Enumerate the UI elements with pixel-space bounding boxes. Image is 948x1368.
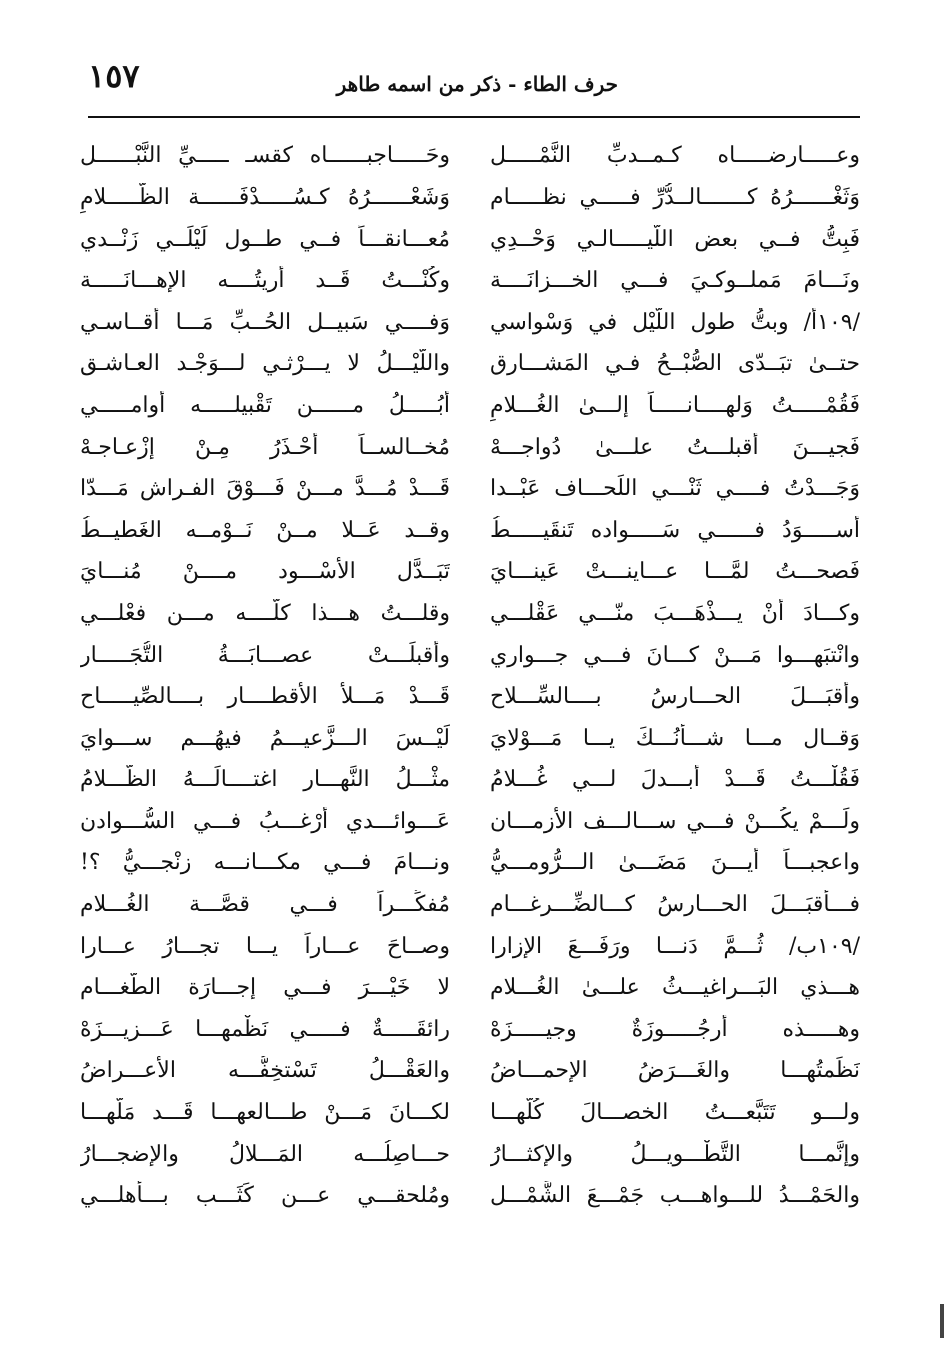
header-rule	[88, 116, 860, 118]
second-hemistich: رائقَـــــةٌ فـــــي نَظْمهـــا عَـــزيـــزَهْ	[80, 1016, 450, 1042]
second-hemistich: واللَّيْـــلُ لا يـــرْثـي لـــوَجْـد العـاشـق	[80, 351, 450, 377]
verse-line	[80, 261, 860, 303]
verse-line	[80, 552, 860, 594]
first-hemistich: ونَـــامَ مَملــوكـيَ فـــي الخـــزانَــــة	[490, 268, 860, 294]
second-hemistich: والعَقْـــلُ تَسْتخِفُّـــه الأعـــراضُ	[80, 1058, 450, 1084]
verse-line	[80, 136, 860, 178]
first-hemistich: هـــذي البَـــراغيـــثُ علـــىٰ الغُـــلام	[490, 975, 860, 1001]
verse-line	[80, 469, 860, 511]
verse-line	[80, 344, 860, 386]
edge-mark	[940, 1304, 944, 1338]
second-hemistich: ونـــامَ فـــي مكـــانـــه زنْجـــيُّ ؟!	[80, 850, 450, 876]
second-hemistich: أبُـــــلُ مــــــن تَقْبيلـــــه أوامـــــي	[80, 392, 450, 418]
second-hemistich: ومُلحقـــي عـــن كَثَـــب بـــأهلـــي	[80, 1183, 450, 1209]
first-hemistich: وأقبَـــلَ الحـــارسُ بــــالسِّـــلاح	[490, 684, 860, 710]
verse-line	[80, 386, 860, 428]
first-hemistich: /١٠٩أ/ وبتُّ طول اللَّيْل في وَسْواسي	[490, 309, 860, 335]
second-hemistich: وحَـــــاجبــــــاه كقسـ ـــــيِّ النَّبْــــــل	[80, 143, 450, 169]
second-hemistich: وَفــــي سَبيــل الحُــبِّ مَـــا أُقــاسـي	[80, 309, 450, 335]
second-hemistich: قَـــدْ مُـــدَّ مـــنْ فَـــوْقَ الفـراش مَـــدّا	[80, 476, 450, 502]
first-hemistich: حتــىٰ تبَــدّى الصُّبْــحُ فـي المَشـــارق	[490, 351, 860, 377]
verse-line	[80, 885, 860, 927]
second-hemistich: مُخــالســاً أحْـذَرُ مِـنْ إزْعـاجـهْ	[80, 434, 450, 460]
verse-line	[80, 510, 860, 552]
first-hemistich: وعـــــارضـــــاه كـمــدبِّ النَّمْـــــل	[490, 143, 860, 169]
second-hemistich: قَـــدْ مَـــلأ الأقطــــار بــــالصِّيـــــاح	[80, 684, 450, 710]
verse-line	[80, 926, 860, 968]
verse-line	[80, 1176, 860, 1218]
second-hemistich: عَـــوائـــدي أرْغـــبُ فـــي السُّـــوادن	[80, 808, 450, 834]
first-hemistich: والحَمْـــدُ للـــواهـــب جَمْـــعَ الشَّمْـــل	[490, 1183, 860, 1209]
first-hemistich: أســـــوَدُ فــــــي سَـــــواده تَنقَيـــــطُ	[490, 517, 860, 543]
verse-line	[80, 718, 860, 760]
first-hemistich: فَجيـــنَ أقبلـــتُ علـــىٰ دُواجـــهْ	[490, 434, 860, 460]
verse-line	[80, 677, 860, 719]
verse-line	[80, 843, 860, 885]
second-hemistich: وصــاحَ عـــاراً يـــا تجـــارُ عـــارا	[80, 933, 450, 959]
first-hemistich: فَصحـــتُ لمَّـــا عـــاينـــتْ عَينـــايَ	[490, 559, 860, 585]
second-hemistich: وَشَعْــــــرُهُ كـسُـــــدْفَــــــة الظَّـــــلامِ	[80, 184, 450, 210]
second-hemistich: مثْـــلُ النَّهـــار اغتــــالَـــهُ الظَّـــلامُ	[80, 767, 450, 793]
verse-line	[80, 802, 860, 844]
second-hemistich: وكُنْـــتُ قَــد أريتُــــه الإهـــانَـــــة	[80, 268, 450, 294]
page-number: ١٥٧	[88, 57, 140, 95]
first-hemistich: نَظَمتُهـــا والغَـــرَضُ الإحمـــاضُ	[490, 1058, 860, 1084]
first-hemistich: وَثَغْــــــرُهُ كـــــــالــدُّرِّ فـــــي نظـــــام	[490, 184, 860, 210]
second-hemistich: لكـــانَ مَـــنْ طـــالعهـــا قَـــد مَلَّهـــا	[80, 1100, 450, 1126]
first-hemistich: فَقُمْـــــتُ وَلهــــانـــــاً إلـــىٰ الغُـــلامِ	[490, 392, 860, 418]
verse-line	[80, 1093, 860, 1135]
verse-line	[80, 1134, 860, 1176]
first-hemistich: فَقُلْـــتُ قَـــدْ أُبـــدلَ لـــي غُـــلامُ	[490, 767, 860, 793]
second-hemistich: مُعـــانقـــاً فــي طــول لَيْلَــي زَنْــدي	[80, 226, 450, 252]
first-hemistich: فَبِتُّ فــي بعض اللَّيـــــالـي وَحْــدِي	[490, 226, 860, 252]
second-hemistich: وقلـــتُ هـــذا كلُّــــه مـــن فعْلـــي	[80, 600, 450, 626]
verse-line	[80, 1009, 860, 1051]
first-hemistich: وإنَّمـــا التَّطْـــويـــلُ والإكثـــارُ	[490, 1141, 860, 1167]
first-hemistich: ولـــو تَتَبَّعـــتُ الخصـــالَ كُلَّهـــا	[490, 1100, 860, 1126]
running-head: حرف الطاء - ذكر من اسمه طاهر	[336, 72, 618, 96]
first-hemistich: واعجبـــاً أيـــنَ مَضَـــىٰ الـــرُّومـــيُّ	[490, 850, 860, 876]
second-hemistich: لا خَيْـــرَ فـــي إجـــارَة الطَّغـــام	[80, 975, 450, 1001]
second-hemistich: تَبَــدَّل الأسْـــود مــــنْ مُنـــايَ	[80, 559, 450, 585]
second-hemistich: حـــاصِلُـــه المَـــلالُ والإضجـــارُ	[80, 1141, 450, 1167]
second-hemistich: مُفكِّـــراً فـــي قصَّـــة الغُـــلام	[80, 892, 450, 918]
verse-list	[80, 136, 860, 1316]
first-hemistich: /١٠٩ب/ ثُـــمَّ دَنـــا ورَفَـــعَ الإزارا	[490, 933, 860, 959]
first-hemistich: فـــأقبَـــلَ الحـــارسُ كـــالضِّـــرغـــام	[490, 892, 860, 918]
verse-line	[80, 302, 860, 344]
second-hemistich: وأقبلَـــتْ عصـــابَـــةُ التُّجَـــــار	[80, 642, 450, 668]
first-hemistich: وَجَـــدْتُ فــــي ثَنْـــي اللِّحـــاف عَبْــدا	[490, 476, 860, 502]
verse-line	[80, 760, 860, 802]
first-hemistich: وهـــــذه أرجُـــــوزَةٌ وجيـــــزَهْ	[490, 1016, 860, 1042]
first-hemistich: وانْتبَهـــوا مَـــنْ كـــانَ فـــي جـــواري	[490, 642, 860, 668]
first-hemistich: وَقــال مـــا شـــأنُـــكَ يـــا مَـــوْلايَ	[490, 725, 860, 751]
second-hemistich: وقــد عَــلا مــنْ نَــوْمــه الغَطيــطُ	[80, 517, 450, 543]
verse-line	[80, 178, 860, 220]
verse-line	[80, 427, 860, 469]
second-hemistich: لَيْــسَ الـــزَّعيـــمُ فيهُـــم ســـوايَ	[80, 725, 450, 751]
first-hemistich: ولَـــمْ يكُـــنْ فـــي ســـالـــف الأزمـــان	[490, 808, 860, 834]
verse-line	[80, 635, 860, 677]
first-hemistich: وكـــادَ أنْ يـــذْهَـــبَ منّـــي عَقْلـــي	[490, 600, 860, 626]
verse-line	[80, 594, 860, 636]
verse-line	[80, 968, 860, 1010]
verse-line	[80, 1051, 860, 1093]
verse-line	[80, 219, 860, 261]
